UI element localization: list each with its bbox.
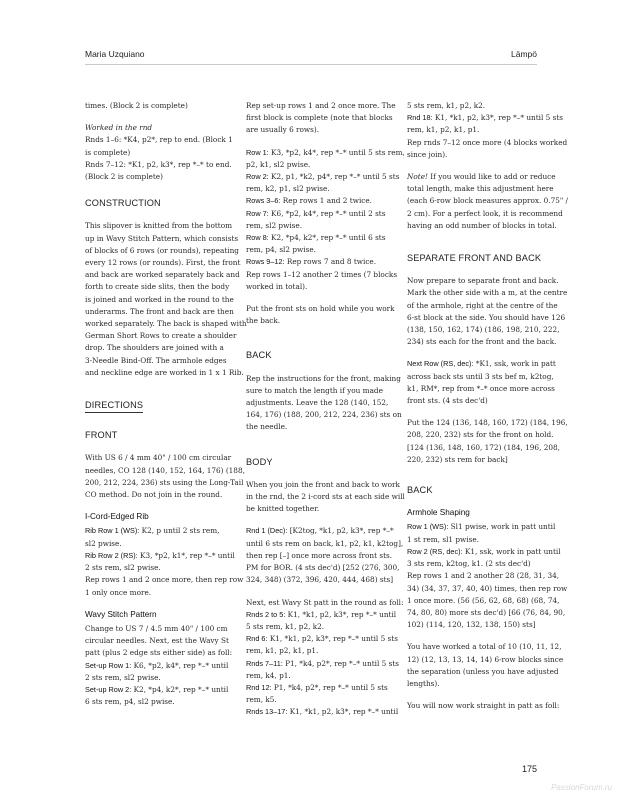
text-line: rem, k4, p1. [246, 670, 291, 680]
text-line: until 6 sts rem on back, k1, p2, k1, k2tog], [246, 538, 404, 548]
subheading: Wavy Stitch Pattern [85, 609, 157, 619]
text-line: up in Wavy Stitch Pattern, which consists [85, 233, 239, 243]
text-line: 5 sts rem, k1, p2, k2. [246, 621, 325, 631]
text-line: lengths). [407, 678, 440, 688]
text-segment: K1, ssk, work in patt until [462, 546, 561, 556]
header-rule [85, 64, 537, 65]
rnd-instructions [85, 122, 233, 183]
note-paragraph [407, 171, 569, 232]
row-label: Row 7: [246, 208, 269, 218]
text-line: rem, p4, sl2 pwise. [246, 245, 316, 255]
row-instructions [246, 147, 405, 293]
section-heading: CONSTRUCTION [85, 198, 161, 209]
text-line: Rep the instructions for the front, making [246, 373, 401, 383]
text-segment: [K2tog, *k1, p2, k3*, rep *–* [287, 526, 394, 536]
text-line: having an odd number of blocks in total. [407, 220, 557, 230]
text-line: 3-Needle Bind-Off. The armhole edges [85, 355, 227, 365]
row-label: Row 1 (WS): [407, 522, 449, 532]
text-line: When you join the front and back to work [246, 479, 400, 489]
text-segment: K1, *k1, p2, k3*, rep *–* until 5 sts [432, 113, 564, 123]
text-line: the needle. [246, 422, 288, 432]
text-line: You have worked a total of 10 (10, 11, 12, [407, 642, 562, 652]
text-line: You will now work straight in patt as foll: [407, 701, 560, 711]
text-segment: K2, *p4, k2*, rep *–* until [131, 684, 229, 694]
text-line: rem, k1, p2, k1, p1. [246, 646, 319, 656]
worked-in-rnd-label: Worked in the rnd [85, 123, 153, 133]
back-paragraph [246, 373, 402, 434]
text-line: 5 sts rem, k1, p2, k2. [407, 101, 486, 110]
text-line: in the rnd, the 2 i-cord sts at each side will [246, 492, 405, 502]
text-line: rem, sl2 pwise. [246, 220, 303, 230]
text-line: 1 only once more. [85, 587, 152, 597]
text-line: worked separately. The back is shaped with [85, 319, 247, 329]
text-line: 3 sts rem, k2tog, k1. (2 sts dec'd) [407, 559, 531, 569]
text-line: is joined and worked in the round to the [85, 294, 234, 304]
text-line: Rep rows 1 and 2 once more, then rep row [85, 575, 244, 585]
row-label: Rnds 13–17: [246, 707, 288, 717]
armhole-instructions [407, 521, 568, 631]
text-line: 2 sts rem, sl2 pwise. [85, 563, 161, 573]
text-line: are usually 6 rows). [246, 125, 320, 135]
text-line: 1 once more. (56 (56, 62, 68, 68) (68, 74, [407, 595, 560, 605]
text-line: Rnds 1–6: *K4, p2*, rep to end. (Block 1 [85, 135, 233, 145]
subheading: Armhole Shaping [407, 508, 470, 518]
text-line: Next, est Wavy St patt in the round as foll: [246, 597, 404, 607]
text-line: and neckline edge are worked in 1 x 1 Rib. [85, 367, 244, 377]
directions-heading-text: DIRECTIONS [85, 399, 143, 413]
row-label: Row 1: [246, 147, 269, 157]
text-segment: Rep rows 7 and 8 twice. [284, 257, 377, 267]
watermark: PassionForum.ru [551, 783, 612, 792]
page-number: 175 [521, 764, 537, 774]
header-author: Maria Uzquiano [85, 49, 145, 59]
body-paragraph [246, 479, 405, 516]
row-label: Row 2 (RS, dec): [407, 546, 463, 556]
paragraph [246, 100, 396, 137]
row-label: Rows 9–12: [246, 257, 285, 267]
text-segment: K6, *p2, k4*, rep *–* until 2 sts [268, 208, 386, 218]
text-line: total length, make this adjustment here [407, 184, 554, 194]
text-line: k1, RM*, rep from *–* once more across [407, 383, 555, 393]
text-segment: K3, *p2, k1*, rep *–* until [137, 550, 235, 560]
next-row-instructions [407, 358, 556, 407]
column-1 [85, 100, 247, 718]
text-line: drop. The shoulders are joined with a [85, 343, 224, 353]
text-line: Rep rows 1–12 another 2 times (7 blocks [246, 269, 398, 279]
text-line: needles, CO 128 (140, 152, 164, 176) (188, [85, 465, 245, 475]
section-heading: BACK [246, 350, 272, 361]
rnd1-instructions [246, 525, 404, 586]
front-paragraph [85, 452, 245, 501]
text-segment: K6, *p2, k4*, rep *–* until [131, 660, 229, 670]
construction-paragraph [85, 220, 247, 379]
header-title: Lämpö [511, 49, 537, 59]
text-line: rem, k1, p2, k1, p1. [407, 125, 480, 135]
text-segment: K1, *k1, p2, k3*, rep *–* until 5 sts [267, 634, 398, 644]
text-line: rem, k2, p1, sl2 pwise. [246, 184, 330, 194]
text-line: of blocks of 6 rows (or rounds), repeating [85, 245, 239, 255]
row-label: Set-up Row 2: [85, 684, 132, 694]
text-line: Change to US 7 / 4.5 mm 40" / 100 cm [85, 623, 228, 633]
paragraph [246, 303, 395, 327]
text-line: (Block 2 is complete) [85, 172, 163, 182]
text-line: German Short Rows to create a shoulder [85, 331, 237, 341]
text-segment: K1, *k1, p2, k3*, rep *–* until [285, 609, 397, 619]
text-line: then rep [–] once more across front sts. [246, 550, 393, 560]
section-heading: BACK [407, 485, 433, 496]
text-line: is complete) [85, 147, 131, 157]
text-line: across back sts until 3 sts bef m, k2tog, [407, 371, 554, 381]
paragraph [85, 100, 230, 112]
text-line: patt (plus 2 edge sts either side) as foll: [85, 648, 233, 658]
text-line: every 12 rows (or rounds). First, the front [85, 258, 241, 268]
text-line: sure to match the length if you made [246, 385, 383, 395]
column-2 [246, 100, 405, 729]
text-segment: Sl1 pwise, work in patt until [448, 522, 556, 532]
text-line: 2 cm). For a perfect look, it is recommend [407, 208, 563, 218]
text-line: 234) sts each for the front and the back. [407, 337, 557, 347]
section-heading: SEPARATE FRONT AND BACK [407, 253, 542, 264]
text-line: and back are worked separately back and [85, 270, 240, 280]
wavy-rnd-instructions [246, 597, 404, 719]
text-line: [124 (136, 148, 160, 172) (184, 196, 208, [407, 442, 560, 452]
text-line: 12) (12, 13, 13, 14, 14) 6-row blocks since [407, 654, 564, 664]
text-line: Put the front sts on hold while you work [246, 304, 395, 314]
row-label: Rnd 1 (Dec): [246, 526, 288, 536]
text-line: rem, k5. [246, 695, 277, 705]
row-label: Next Row (RS, dec): [407, 359, 474, 369]
text-line: 200, 212, 224, 236) sts using the Long-Tail [85, 477, 244, 487]
text-line: underarms. The front and back are then [85, 306, 234, 316]
text-line: PM for BOR. (4 sts dec'd) [252 (276, 300, [246, 563, 400, 573]
text-line: the separation (unless you have adjusted [407, 666, 559, 676]
row-label: Rib Row 2 (RS): [85, 550, 138, 560]
text-line: of the armhole, right at the centre of the [407, 300, 558, 310]
text-line: Rep rnds 7–12 once more (4 blocks worked [407, 137, 568, 147]
text-line: 1 st rem, sl1 pwise. [407, 534, 479, 544]
text-line: 6 sts rem, p4, sl2 pwise. [85, 697, 175, 707]
text-line: 102) (114, 120, 132, 138, 150) sts] [407, 620, 536, 630]
row-label: Rib Row 1 (WS): [85, 526, 140, 536]
text-segment: K3, *p2, k4*, rep *–* until 5 sts rem, [268, 147, 405, 157]
text-line: times. (Block 2 is complete) [85, 101, 188, 110]
total-paragraph [407, 641, 564, 690]
text-line: With US 6 / 4 mm 40" / 100 cm circular [85, 453, 232, 463]
text-line: circular needles. Next, est the Wavy St [85, 636, 229, 646]
text-line: forth to create side slits, then the body [85, 282, 230, 292]
put-paragraph [407, 417, 568, 466]
text-segment: Rep rows 1 and 2 twice. [280, 196, 372, 206]
text-line: CO method. Do not join in the round. [85, 490, 223, 500]
text-line: adjustments. Leave the 128 (140, 152, [246, 398, 389, 408]
row-label: Row 8: [246, 233, 269, 243]
text-line: (138, 150, 162, 174) (186, 198, 210, 222, [407, 325, 560, 335]
text-segment: K2, p until 2 sts rem, [139, 526, 220, 536]
row-label: Row 2: [246, 172, 269, 182]
text-line: 6-st block at the side. You should have 126 [407, 312, 566, 322]
text-line: Rep set-up rows 1 and 2 once more. The [246, 101, 396, 110]
text-segment: K2, *p4, k2*, rep *–* until 6 sts [268, 233, 386, 243]
text-segment: *K1, ssk, work in patt [473, 359, 556, 369]
section-heading: BODY [246, 456, 273, 467]
column-3 [407, 100, 569, 722]
section-heading: FRONT [85, 430, 118, 441]
text-line: Mark the other side with a m, at the centre [407, 288, 568, 298]
text-line: 74, 80, 80) more sts dec'd) [66 (76, 84, 90, [407, 607, 566, 617]
text-line: 220, 232) sts rem for back] [407, 454, 508, 464]
rnd-instructions [407, 100, 568, 161]
row-label: Rnds 2 to 5: [246, 609, 286, 619]
row-label: Rnd 6: [246, 634, 268, 644]
wavy-instructions [85, 623, 233, 708]
text-line: sl2 pwise. [85, 538, 122, 548]
text-line: first block is complete (note that blocks [246, 113, 393, 123]
text-line: worked in total). [246, 281, 308, 291]
subheading: I-Cord-Edged Rib [85, 512, 149, 522]
text-line: This slipover is knitted from the bottom [85, 221, 233, 231]
text-segment: K2, p1, *k2, p4*, rep *–* until 5 sts [268, 172, 400, 182]
text-line: p2, k1, sl2 pwise. [246, 159, 311, 169]
text-line: 2 sts rem, sl2 pwise. [85, 672, 161, 682]
row-label: Rnds 7–11: [246, 658, 283, 668]
text-segment: P1, *k4, p2*, rep *–* until 5 sts [282, 658, 400, 668]
row-label: Rnd 12: [246, 682, 272, 692]
text-line: Now prepare to separate front and back. [407, 276, 559, 286]
text-segment: P1, *k4, p2*, rep *–* until 5 sts [271, 682, 388, 692]
row-label: Rnd 18: [407, 113, 433, 123]
text-segment: If you would like to add or reduce [427, 172, 556, 182]
text-line: 164, 176) (188, 200, 212, 224, 236) sts on [246, 410, 402, 420]
text-segment: K1, *k1, p2, k3*, rep *–* until [287, 707, 399, 717]
separate-paragraph [407, 275, 568, 348]
row-label: Set-up Row 1: [85, 660, 132, 670]
text-line: front sts. (4 sts dec'd) [407, 396, 488, 406]
paragraph [407, 700, 560, 712]
icord-rib-instructions [85, 525, 244, 598]
text-line: 208, 220, 232) sts for the front on hold. [407, 430, 554, 440]
text-line: be knitted together. [246, 504, 320, 514]
text-line: 324, 348) (372, 396, 420, 444, 468) sts] [246, 575, 394, 585]
directions-heading [85, 399, 230, 413]
text-line: (each 6-row block measures approx. 0.75" / [407, 196, 569, 206]
row-label: Rows 3–6: [246, 196, 281, 206]
note-label: Note! [407, 172, 428, 182]
text-line: Put the 124 (136, 148, 160, 172) (184, 196, [407, 418, 568, 428]
text-line: 34) (34, 37, 37, 40, 40) times, then rep row [407, 583, 568, 593]
text-line: since join). [407, 149, 448, 159]
text-line: Rnds 7–12: *K1, p2, k3*, rep *–* to end. [85, 159, 232, 169]
text-line: Rep rows 1 and 2 another 28 (28, 31, 34, [407, 571, 560, 581]
text-line: the back. [246, 316, 281, 326]
